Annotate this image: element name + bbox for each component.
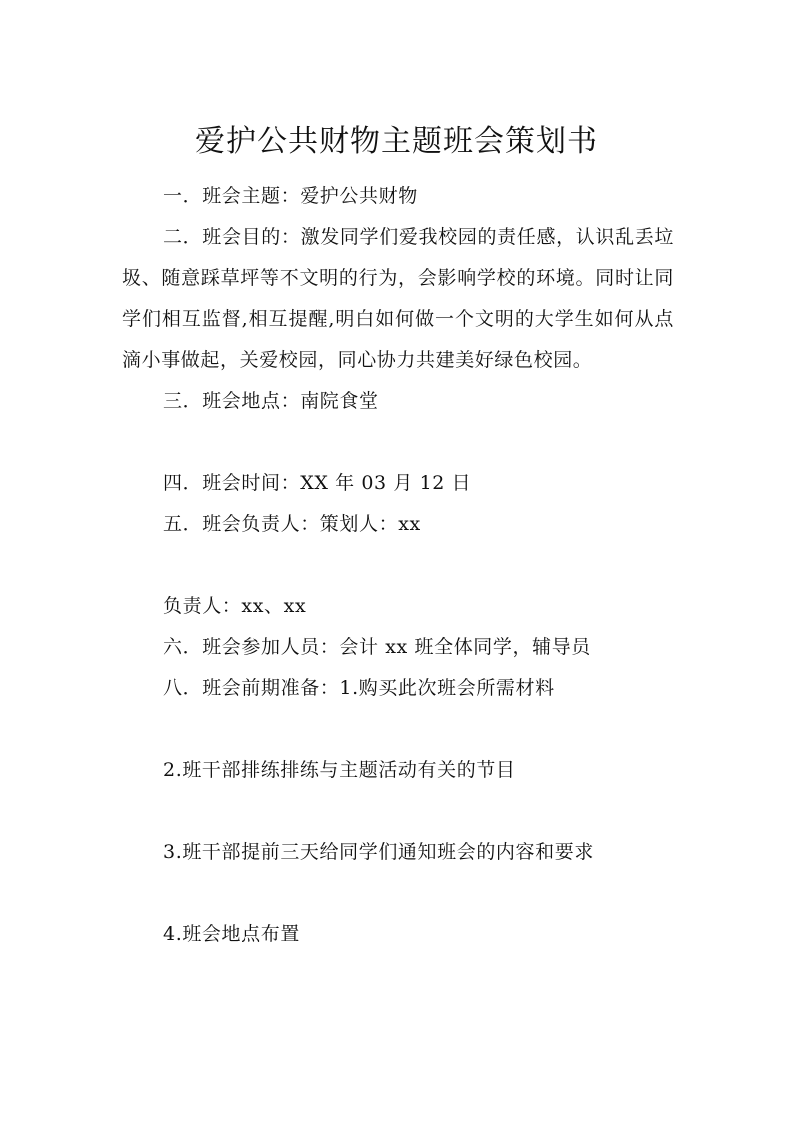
paragraph-prep-item-3: 3.班干部提前三天给同学们通知班会的内容和要求 bbox=[163, 841, 594, 863]
paragraph-preparation: 八．班会前期准备：1.购买此次班会所需材料 bbox=[163, 677, 555, 699]
document-body bbox=[122, 176, 674, 955]
paragraph-prep-item-2: 2.班干部排练排练与主题活动有关的节目 bbox=[163, 759, 516, 781]
blank-line bbox=[122, 545, 674, 586]
blank-line bbox=[122, 873, 674, 914]
paragraph-prep-item-4: 4.班会地点布置 bbox=[163, 923, 300, 945]
blank-line bbox=[122, 709, 674, 750]
blank-line bbox=[122, 791, 674, 832]
paragraph-organizer: 五．班会负责人：策划人：xx bbox=[163, 513, 421, 535]
paragraph-purpose: 二．班会目的：激发同学们爱我校园的责任感，认识乱丢垃圾、随意踩草坪等不文明的行为，会影响学校的环境。同时让同学们相互监督,相互提醒,明白如何做一个文明的大学生如何从点滴小事做起，关爱校园，同心协力共建美好绿色校园。 bbox=[122, 226, 674, 371]
paragraph-time: 四．班会时间：XX 年 03 月 12 日 bbox=[163, 472, 472, 494]
paragraph-responsible: 负责人：xx、xx bbox=[163, 595, 307, 617]
paragraph-participants: 六．班会参加人员：会计 xx 班全体同学，辅导员 bbox=[163, 636, 591, 658]
blank-line bbox=[122, 422, 674, 463]
paragraph-theme: 一．班会主题：爱护公共财物 bbox=[163, 185, 418, 207]
document-title: 爱护公共财物主题班会策划书 bbox=[195, 124, 598, 159]
paragraph-location: 三．班会地点：南院食堂 bbox=[163, 390, 379, 412]
